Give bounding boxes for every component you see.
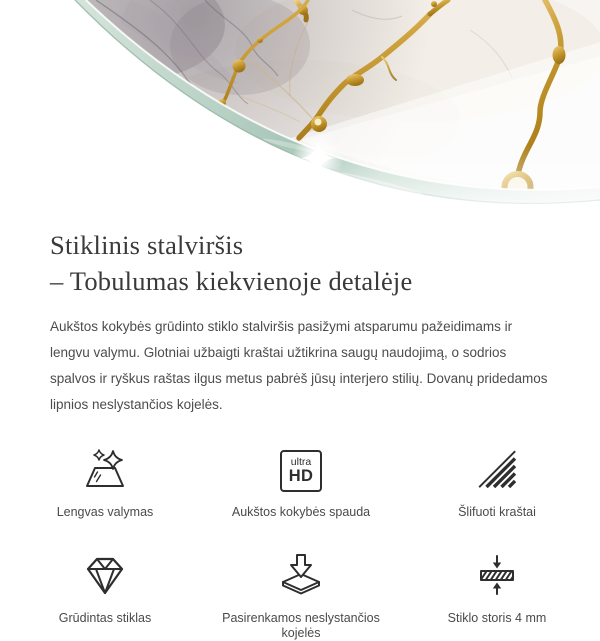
feature-icon-box <box>474 444 520 492</box>
feature-tempered-glass <box>7 550 203 641</box>
feature-icon-box <box>82 444 128 492</box>
glass-tabletop-image <box>0 0 600 218</box>
feature-label: Lengvas valymas <box>56 505 154 519</box>
feature-polished-edges <box>399 444 595 520</box>
feature-easy-cleaning <box>7 444 203 520</box>
ultra-hd-badge-top: ultra <box>290 456 312 468</box>
feature-icon-box <box>82 550 128 598</box>
feature-glass-thickness <box>399 550 595 641</box>
polished-edges-icon <box>474 448 520 492</box>
sparkle-clean-icon <box>82 448 128 492</box>
product-photo <box>0 0 600 218</box>
product-info-section <box>0 227 600 641</box>
feature-label: Šlifuoti kraštai <box>458 505 536 519</box>
feature-non-slip-feet <box>203 550 399 641</box>
feature-label: Stiklo storis 4 mm <box>447 611 547 625</box>
ultra-hd-badge-bottom: HD <box>288 467 314 485</box>
feature-icon-box <box>278 550 324 598</box>
glass-thickness-icon <box>474 552 520 598</box>
feature-icon-box <box>474 550 520 598</box>
page-title <box>50 227 550 299</box>
title-line-1: Stiklinis stalviršis <box>50 230 244 260</box>
feature-label: Aukštos kokybės spauda <box>231 505 371 519</box>
product-description: Aukštos kokybės grūdinto stiklo stalviršis pasižymi atsparumu pažeidimams ir lengvu valymu. Glotniai užbaigti kraštai užtikrina saugų naudojimą, o sodrios spalvos ir ryškus raštas ilgus metus pabrėš jūsų interjero stilių. Dovanų pridedamos lipnios neslystančios kojelės. <box>50 319 548 412</box>
ultra-hd-icon <box>280 450 322 492</box>
feature-hd-print <box>203 444 399 520</box>
title-line-2: – Tobulumas kiekvienoje detalėje <box>50 266 413 296</box>
feature-icon-box <box>280 444 322 492</box>
features-grid <box>7 444 595 641</box>
non-slip-feet-icon <box>278 552 324 598</box>
feature-label: Grūdintas stiklas <box>58 611 152 625</box>
tempered-glass-diamond-icon <box>82 554 128 598</box>
feature-label: Pasirenkamos neslystančios kojelės <box>222 611 380 640</box>
